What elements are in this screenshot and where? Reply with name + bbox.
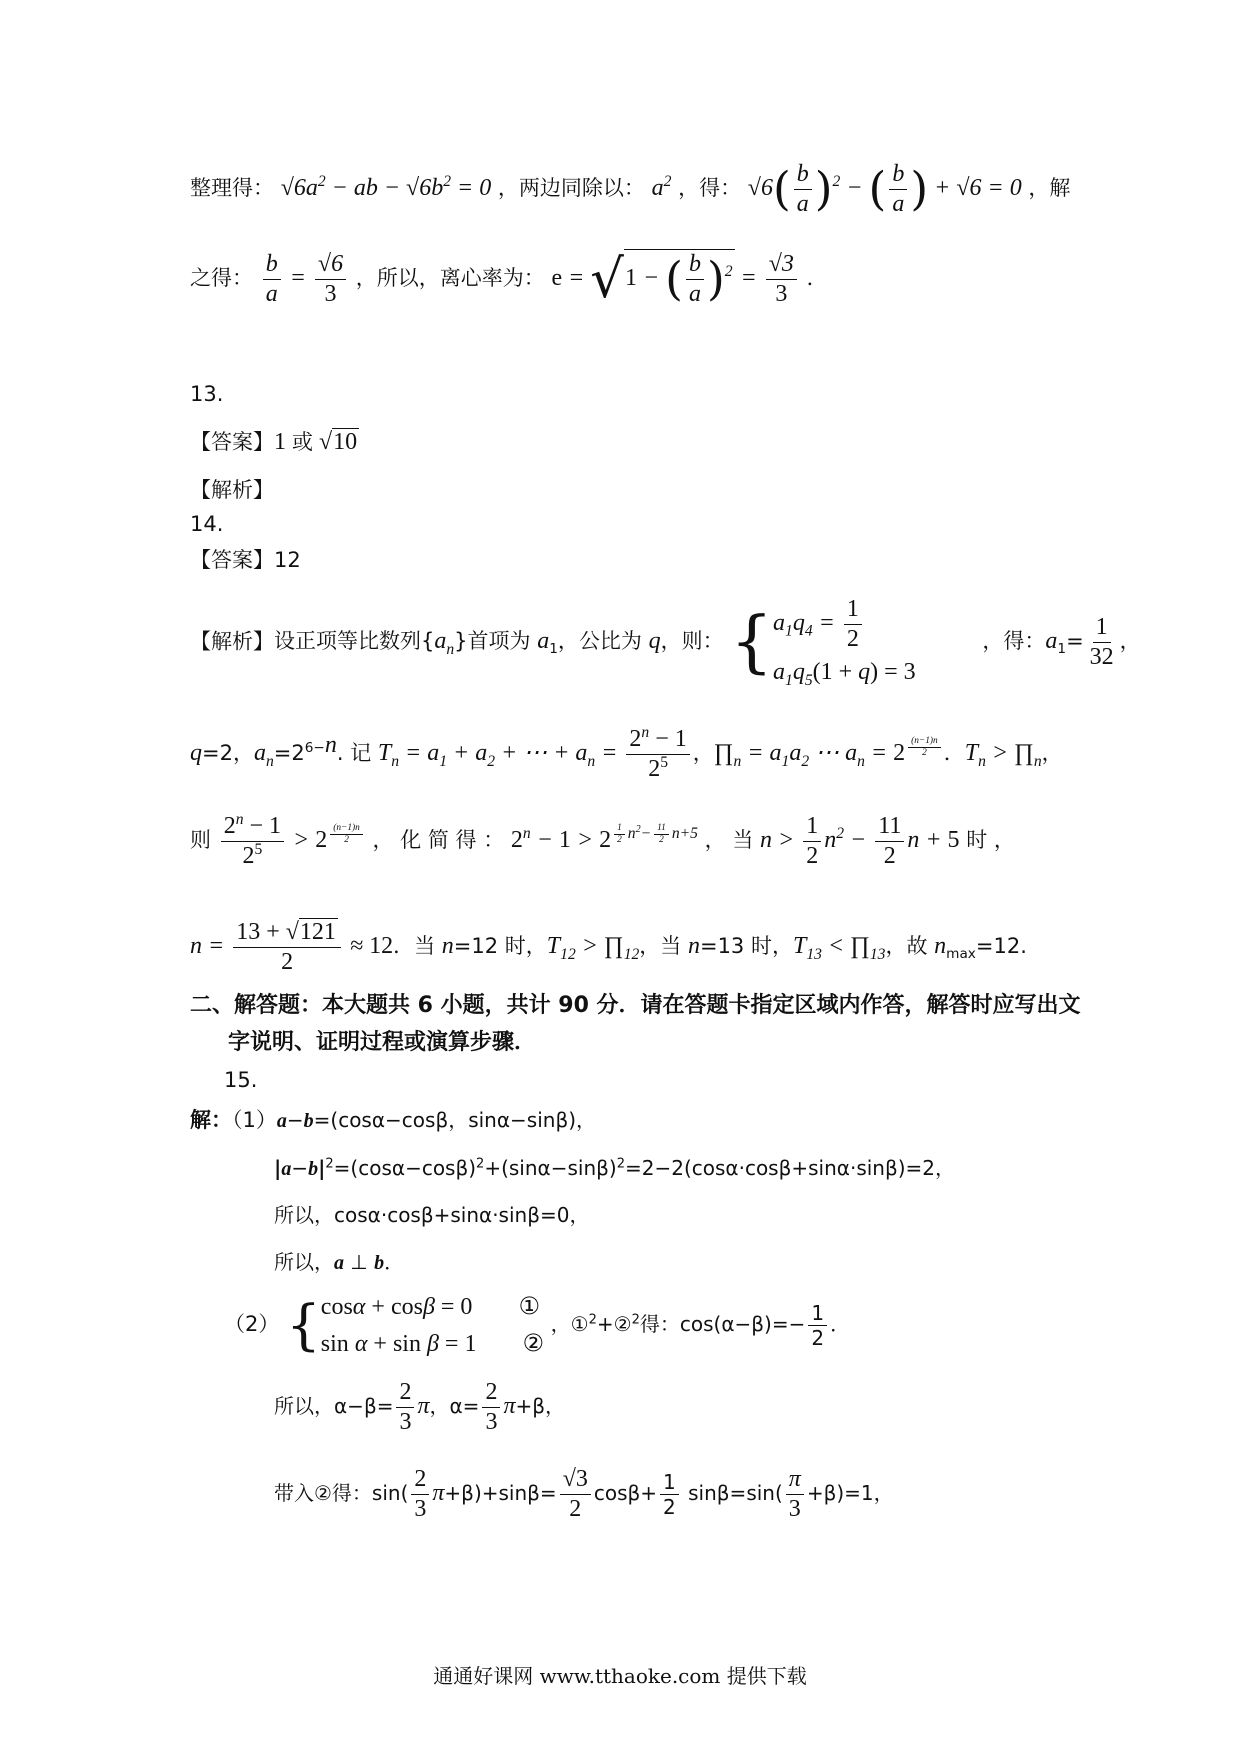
q14-result-a1: ，得：$a_1=$ $\frac{1}{32}$ ， (982, 614, 1141, 670)
q15-part2-eq2: sin α + sin β = 1 ② (320, 1329, 544, 1357)
q14-answer-value: 12 (274, 548, 301, 572)
q13-number: 13. (190, 382, 224, 406)
q12-line1-suffix: ，解 (1028, 175, 1071, 200)
q12-line-2 (190, 248, 828, 311)
q13-answer-value: 1 或 √10 (274, 429, 358, 455)
q14-system-eq2: $a_1q_5(1 + q) = 3$ (773, 658, 916, 689)
q15-number: 15. (224, 1068, 258, 1092)
q14-analysis-line-1: 【解析】设正项等比数列$\{a_n\}$首项为 $a_1$，公比为 q，则： { $a_1q_4$ = $\frac{1}{2}$ $a_1q_5(1 + q) = 3$ ，得：$a_1=$ $\frac{1}{32}$ ， (190, 596, 1141, 689)
q14-analysis-line-2: q=2，$a_n=2^{6-n}$. 记 $T_n = a_1 + a_2$ + ⋯ + $a_n$ = $\frac{2^n - 1}{2^5}$ ，$\prod_n = a_1a_2$ ⋯ $a_n = 2$ $^{\frac{(n-1)n}{2}}$ ．$T_n$ > $\prod_n$， (190, 724, 1063, 782)
q13-analysis-label: 【解析】 (190, 478, 274, 502)
q13-answer-label: 【答案】 (190, 430, 274, 454)
q15-part1-line-3: 所以，cosα·cosβ+sinα·sinβ=0， (274, 1203, 590, 1227)
q12-line1-mid: ，两边同除以： (497, 175, 645, 200)
q15-part1-line-4: 所以，a ⊥ b． (274, 1250, 405, 1274)
q14-answer-label: 【答案】 (190, 548, 274, 572)
q15-part2-line-3: 带入②得：sin( $\frac{2}{3}$ π+β)+sinβ= $\frac{√3}{2}$ cosβ+ $\frac{1}{2}$ sinβ=sin( $\frac{\pi}{3}$ +β)=1， (274, 1466, 894, 1522)
q12-line-1 (190, 160, 1070, 219)
q14-number: 14. (190, 512, 224, 536)
q15-part2-line-2: 所以，α−β= $\frac{2}{3}$ π，α= $\frac{2}{3}$ π+β， (274, 1379, 566, 1435)
q14-analysis-line-3: 则 $\frac{2^n - 1}{2^5}$ > 2 $^{\frac{(n-1)n}{2}}$ ， 化 简 得 ： $2^n - 1 > 2$ $^{\frac{1}{2} n^2- \frac{11}{2} n+5}$ ， 当 n > $\frac{1}{2}$ $n^2$ − $\frac{11}{2}$ n + 5 时 ， (190, 811, 1015, 869)
q12-line1-prefix: 整理得： (190, 175, 274, 200)
q14-system (773, 595, 916, 690)
q15-part1-text1: a−b=(cosα−cosβ，sinα−sinβ)， (276, 1108, 597, 1132)
q12-a2: $a^2$ (651, 172, 672, 201)
q14-analysis-line-4: n = $\frac{13 + √121}{2}$ ≈ 12．当 n=12 时，$T_{12}$ > $\prod_{12}$，当 n=13 时，$T_{13}$ < $\prod_{13}$，故 $n_{max}=12$. (190, 919, 1027, 975)
q15-part2-label: （2） (224, 1312, 280, 1336)
q14-analysis-text: 设正项等比数列$\{a_n\}$首项为 $a_1$，公比为 q，则： (274, 628, 724, 659)
section2-heading-line-2: 字说明、证明过程或演算步骤． (228, 1030, 537, 1055)
q14-analysis-label: 【解析】 (190, 629, 274, 654)
q12-eq1: $√6a^2$ − ab − $√6b^2 = 0$ (280, 172, 492, 201)
q12-line2-suffix: ． (806, 266, 828, 291)
q14-system-eq1: $a_1q_4$ = $\frac{1}{2}$ (773, 595, 916, 654)
q12-line2-mid: ，所以，离心率为： (355, 266, 545, 291)
q12-line2-prefix: 之得： (190, 266, 253, 291)
q12-eq4: e = √1 − ( $\frac{b}{a}$ )$^2$ = $\frac{√3}{3}$ (551, 265, 799, 291)
q15-part2-eq1: cosα + cosβ = 0 ① (320, 1292, 540, 1320)
q15-part1-line-2: $|a-b|^2=(\cos\alpha-\cos\beta)^2+(\sin\alpha-\sin\beta)^2=2-2(\cos\alpha\cdot\cos\beta+\sin\alpha\cdot\sin\beta)=2$， (274, 1156, 956, 1180)
section2-heading-line-1: 二、解答题：本大题共 6 小题，共计 90 分．请在答题卡指定区域内作答，解答时应写出文 (190, 993, 1081, 1018)
page-footer: 通通好课网 www.tthaoke.com 提供下载 (433, 1664, 807, 1688)
q15-part1-line-1 (190, 1108, 596, 1133)
q13-answer (190, 428, 359, 457)
q15-solution-label: 解： (190, 1108, 232, 1132)
q15-part2-system (321, 1288, 544, 1362)
q14-answer (190, 548, 301, 573)
q12-eq3: $\frac{b}{a}$ = $\frac{√6}{3}$ (260, 265, 349, 291)
q12-line1-mid2: ，得： (678, 175, 742, 200)
q15-part1-label: （1） (232, 1108, 277, 1132)
q15-part2-suffix: ，①$^2$+②$^2$得：cos(α−β)=− $\frac{1}{2}$ ． (550, 1301, 851, 1350)
q12-eq2: √6( $\frac{b}{a}$ )$^2$ − ( $\frac{b}{a}$ ) + √6 = 0 (747, 161, 1022, 217)
q15-part2-line-1: （2） { cosα + cosβ = 0 ① sin α + sin β = 1 ② ，①$^2$+②$^2$得：cos(α−β)=− $\frac{1}{2}$ ． (224, 1288, 850, 1362)
